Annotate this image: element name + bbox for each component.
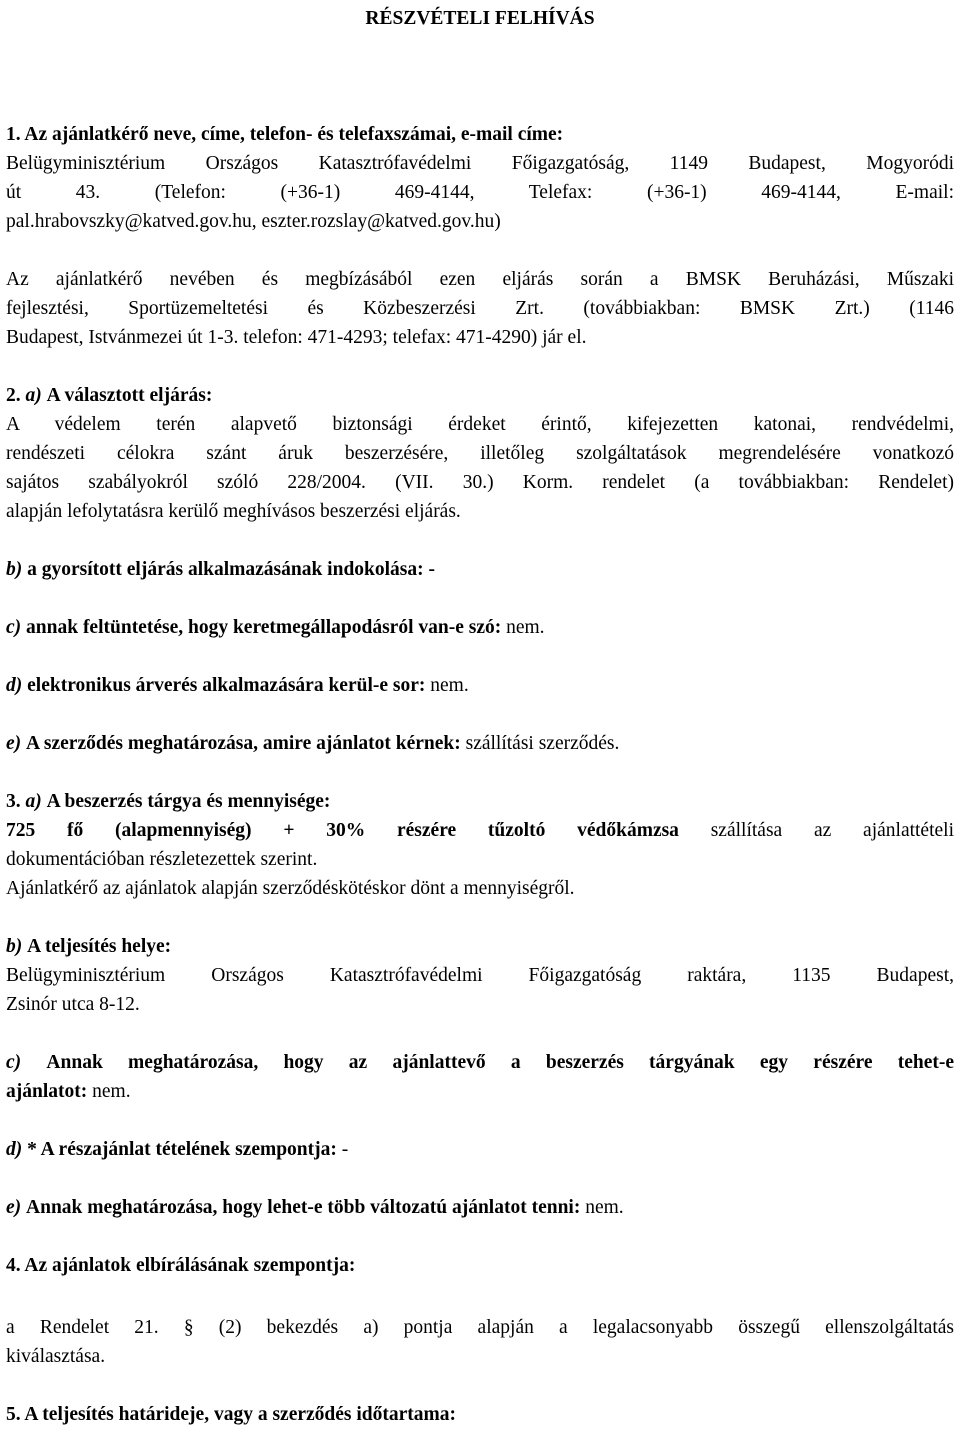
section-3c-heading: c) Annak meghatározása, hogy az ajánlattevő a beszerzés tárgyának egy részére tehet-e — [6, 1052, 955, 1073]
section-1-line: út 43. (Telefon: (+36-1) 469-4144, Telefax: (+36-1) 469-4144, E-mail: — [6, 182, 954, 203]
section-2a-line: rendészeti célokra szánt áruk beszerzésére, illetőleg szolgáltatások megrendelésére vonatkozó — [6, 443, 954, 464]
section-3e: e) Annak meghatározása, hogy lehet-e több változatú ajánlatot tenni: nem. — [6, 1197, 624, 1218]
section-3b-heading: b) A teljesítés helye: — [6, 936, 172, 957]
section-3c-heading: ajánlatot: nem. — [6, 1081, 131, 1102]
section-2a-line: A védelem terén alapvető biztonsági érdeket érintő, kifejezetten katonai, rendvédelmi, — [6, 414, 954, 435]
section-3b-line: Zsinór utca 8-12. — [6, 994, 140, 1015]
section-3a-line: dokumentációban részletezettek szerint. — [6, 849, 318, 870]
document-title: RÉSZVÉTELI FELHÍVÁS — [365, 8, 595, 29]
section-1-paragraph-line: Budapest, Istvánmezei út 1-3. telefon: 471-4293; telefax: 471-4290) jár el. — [6, 327, 587, 348]
section-2b: b) a gyorsított eljárás alkalmazásának indokolása: - — [6, 559, 436, 580]
section-2a-line: alapján lefolytatásra kerülő meghívásos beszerzési eljárás. — [6, 501, 461, 522]
section-1-paragraph-line: Az ajánlatkérő nevében és megbízásából ezen eljárás során a BMSK Beruházási, Műszaki — [6, 269, 954, 290]
section-1-paragraph-line: fejlesztési, Sportüzemeltetési és Közbeszerzési Zrt. (továbbiakban: BMSK Zrt.) (1146 — [6, 298, 954, 319]
section-3b-line: Belügyminisztérium Országos Katasztrófavédelmi Főigazgatóság raktára, 1135 Budapest, — [6, 965, 954, 986]
section-1-line: pal.hrabovszky@katved.gov.hu, eszter.rozslay@katved.gov.hu) — [6, 211, 501, 232]
section-4-heading: 4. Az ajánlatok elbírálásának szempontja: — [6, 1255, 356, 1276]
section-4-line: kiválasztása. — [6, 1346, 106, 1367]
section-2a-line: sajátos szabályokról szóló 228/2004. (VII. 30.) Korm. rendelet (a továbbiakban: Rendelet) — [6, 472, 954, 493]
section-2d: d) elektronikus árverés alkalmazására kerül-e sor: nem. — [6, 675, 469, 696]
section-4-line: a Rendelet 21. § (2) bekezdés a) pontja alapján a legalacsonyabb összegű ellenszolgáltatás — [6, 1317, 954, 1338]
section-3a-line: 725 fő (alapmennyiség) + 30% részére tűzoltó védőkámzsa szállítása az ajánlattételi — [6, 820, 954, 841]
section-2a-heading: 2. a) A választott eljárás: — [6, 385, 213, 406]
section-3a-line: Ajánlatkérő az ajánlatok alapján szerződéskötéskor dönt a mennyiségről. — [6, 878, 575, 899]
section-5-heading: 5. A teljesítés határideje, vagy a szerződés időtartama: — [6, 1404, 457, 1425]
section-3d: d) * A részajánlat tételének szempontja: - — [6, 1139, 349, 1160]
section-1-heading: 1. Az ajánlatkérő neve, címe, telefon- és telefaxszámai, e-mail címe: — [6, 124, 564, 145]
section-1-line: Belügyminisztérium Országos Katasztrófavédelmi Főigazgatóság, 1149 Budapest, Mogyoródi — [6, 153, 954, 174]
section-2e: e) A szerződés meghatározása, amire ajánlatot kérnek: szállítási szerződés. — [6, 733, 620, 754]
section-2c: c) annak feltüntetése, hogy keretmegállapodásról van-e szó: nem. — [6, 617, 545, 638]
section-3a-heading: 3. a) A beszerzés tárgya és mennyisége: — [6, 791, 331, 812]
